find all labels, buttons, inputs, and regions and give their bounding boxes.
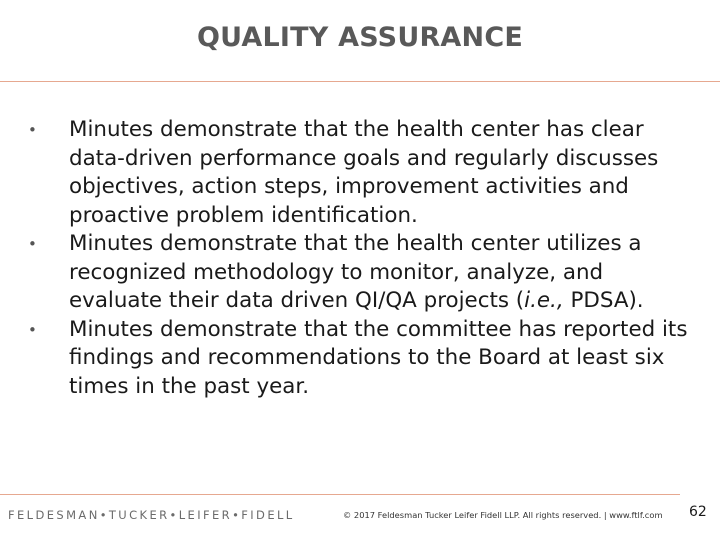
page-number: 62 — [689, 504, 707, 520]
bullet-dot-icon: • — [28, 320, 37, 339]
copyright-notice: © 2017 Feldesman Tucker Leifer Fidell LLP. All rights reserved. | www.ftlf.com — [343, 510, 663, 520]
slide-title: QUALITY ASSURANCE — [196, 22, 523, 53]
bullet-item — [28, 116, 698, 230]
bullet-emphasis: i.e., — [524, 288, 564, 313]
title-divider — [0, 81, 720, 82]
bullet-text-tail: PDSA). — [563, 288, 644, 313]
bullet-text: Minutes demonstrate that the health center has clear data-driven performance goals and regularly discusses objectives, action steps, improvement activities and proactive problem identification. — [69, 117, 659, 228]
footer-divider — [0, 494, 680, 495]
bullet-list — [28, 116, 698, 401]
bullet-item — [28, 316, 698, 402]
firm-logo: FELDESMAN•TUCKER•LEIFER•FIDELL — [8, 508, 295, 522]
bullet-text: Minutes demonstrate that the health center utilizes a recognized methodology to monitor, analyze, and evaluate their data driven QI/QA projects ( — [69, 231, 642, 313]
bullet-item — [28, 230, 698, 316]
bullet-dot-icon: • — [28, 235, 37, 253]
bullet-text: Minutes demonstrate that the committee has reported its findings and recommendations to the Board at least six times in the past year. — [69, 316, 688, 399]
bullet-dot-icon: • — [28, 121, 37, 139]
